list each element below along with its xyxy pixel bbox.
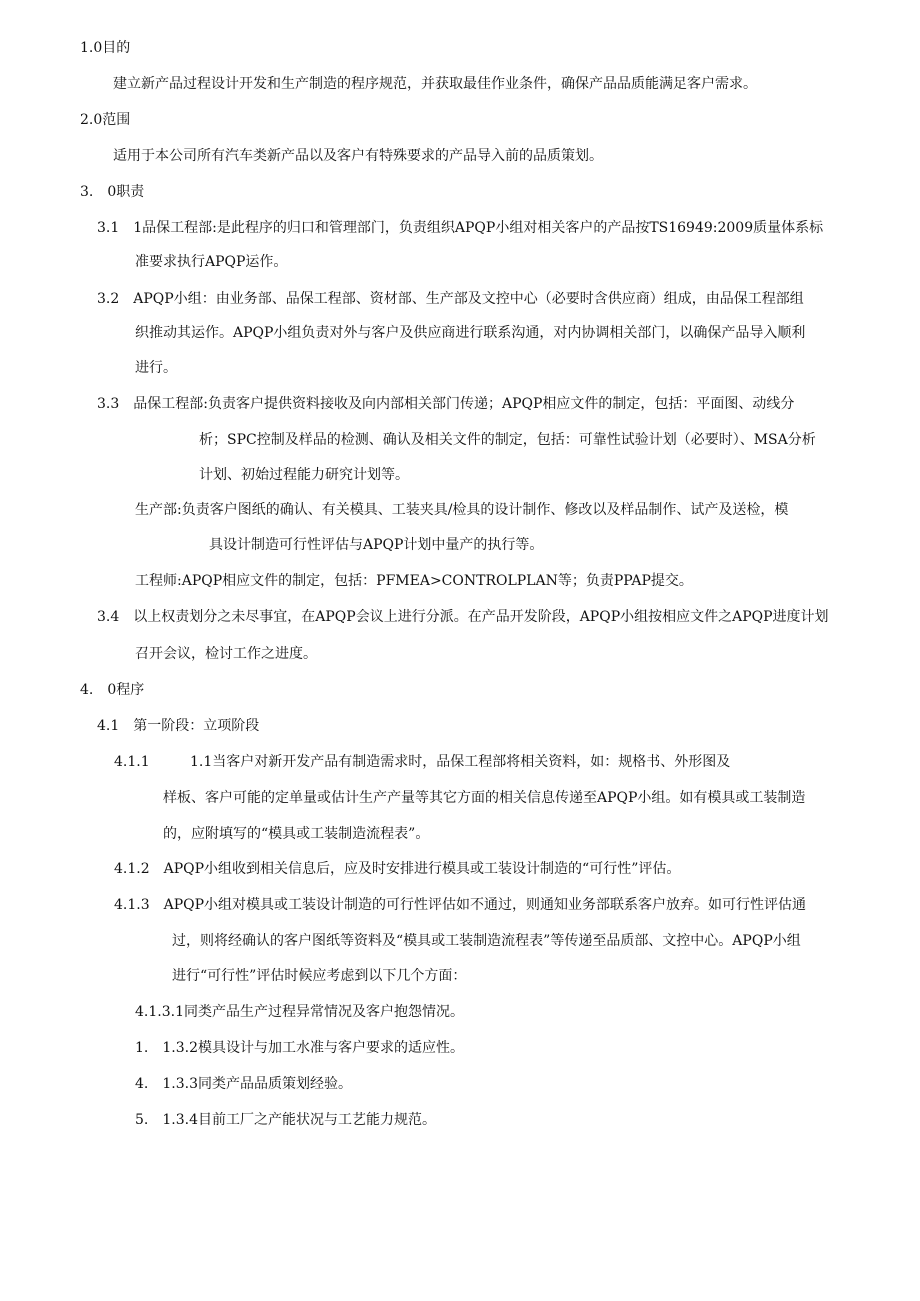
section-2-body: 适用于本公司所有汽车类新产品以及客户有特殊要求的产品导入前的品质策划。 [113,148,603,164]
section-3-heading: 3. 0职责 [80,184,145,200]
section-3-2-line-1: 3.2 APQP小组：由业务部、品保工程部、资材部、生产部及文控中心（必要时含供应商）组成，由品保工程部组 [97,291,804,307]
section-2-heading: 2.0范围 [80,112,131,128]
section-4-1-3-1: 4.1.3.1同类产品生产过程异常情况及客户抱怨情况。 [135,1004,464,1020]
section-4-1-1-number: 4.1.1 [114,754,150,770]
section-3-3-line-3: 计划、初始过程能力研究计划等。 [199,467,409,483]
section-4-heading: 4. 0程序 [80,682,145,698]
section-3-1-line-1: 3.1 1品保工程部:是此程序的归口和管理部门，负责组织APQP小组对相关客户的产品按TS16949:2009质量体系标 [97,220,824,236]
section-4-1-3-line-1: 4.1.3 APQP小组对模具或工装设计制造的可行性评估如不通过，则通知业务部联系客户放弃。如可行性评估通 [114,897,807,913]
section-4-1-3-4: 5. 1.3.4目前工厂之产能状况与工艺能力规范。 [135,1112,436,1128]
section-1-heading: 1.0目的 [80,40,131,56]
section-4-1-1-line-1: 1.1当客户对新开发产品有制造需求时，品保工程部将相关资料，如：规格书、外形图及 [190,754,731,770]
section-4-1-3-line-2: 过，则将经确认的客户图纸等资料及“模具或工装制造流程表”等传递至品质部、文控中心。APQP小组 [172,933,801,949]
section-4-1-3-line-3: 进行“可行性”评估时候应考虑到以下几个方面： [172,968,467,984]
section-3-4-line-1: 3.4 以上权责划分之未尽事宜，在APQP会议上进行分派。在产品开发阶段，APQP小组按相应文件之APQP进度计划 [97,609,829,625]
section-4-1-1-line-2: 样板、客户可能的定单量或估计生产产量等其它方面的相关信息传递至APQP小组。如有模具或工装制造 [163,790,806,806]
engineer-line: 工程师:APQP相应文件的制定，包括：PFMEA>CONTROLPLAN等；负责PPAP提交。 [135,573,693,589]
section-3-2-line-2: 织推动其运作。APQP小组负责对外与客户及供应商进行联系沟通，对内协调相关部门，以确保产品导入顺利 [135,325,806,341]
section-4-1-2: 4.1.2 APQP小组收到相关信息后，应及时安排进行模具或工装设计制造的“可行性”评估。 [114,861,681,877]
production-dept-line-1: 生产部:负责客户图纸的确认、有关模具、工装夹具/检具的设计制作、修改以及样品制作、试产及送检，模 [135,502,789,518]
section-4-1-3-3: 4. 1.3.3同类产品品质策划经验。 [135,1076,352,1092]
section-4-1-1-line-3: 的，应附填写的“模具或工装制造流程表”。 [163,826,430,842]
section-3-4-line-2: 召开会议，检讨工作之进度。 [135,646,317,662]
section-1-body: 建立新产品过程设计开发和生产制造的程序规范，并获取最佳作业条件，确保产品品质能满足客户需求。 [113,76,757,92]
section-4-1: 4.1 第一阶段：立项阶段 [97,718,260,734]
production-dept-line-2: 具设计制造可行性评估与APQP计划中量产的执行等。 [209,537,544,553]
section-3-3-line-2: 析；SPC控制及样品的检测、确认及相关文件的制定，包括：可靠性试验计划（必要时）、MSA分析 [199,432,816,448]
section-3-1-line-2: 准要求执行APQP运作。 [135,254,288,270]
section-3-3-line-1: 3.3 品保工程部:负责客户提供资料接收及向内部相关部门传递；APQP相应文件的制定，包括：平面图、动线分 [97,396,795,412]
section-3-2-line-3: 进行。 [135,360,177,376]
section-4-1-3-2: 1. 1.3.2模具设计与加工水准与客户要求的适应性。 [135,1040,464,1056]
